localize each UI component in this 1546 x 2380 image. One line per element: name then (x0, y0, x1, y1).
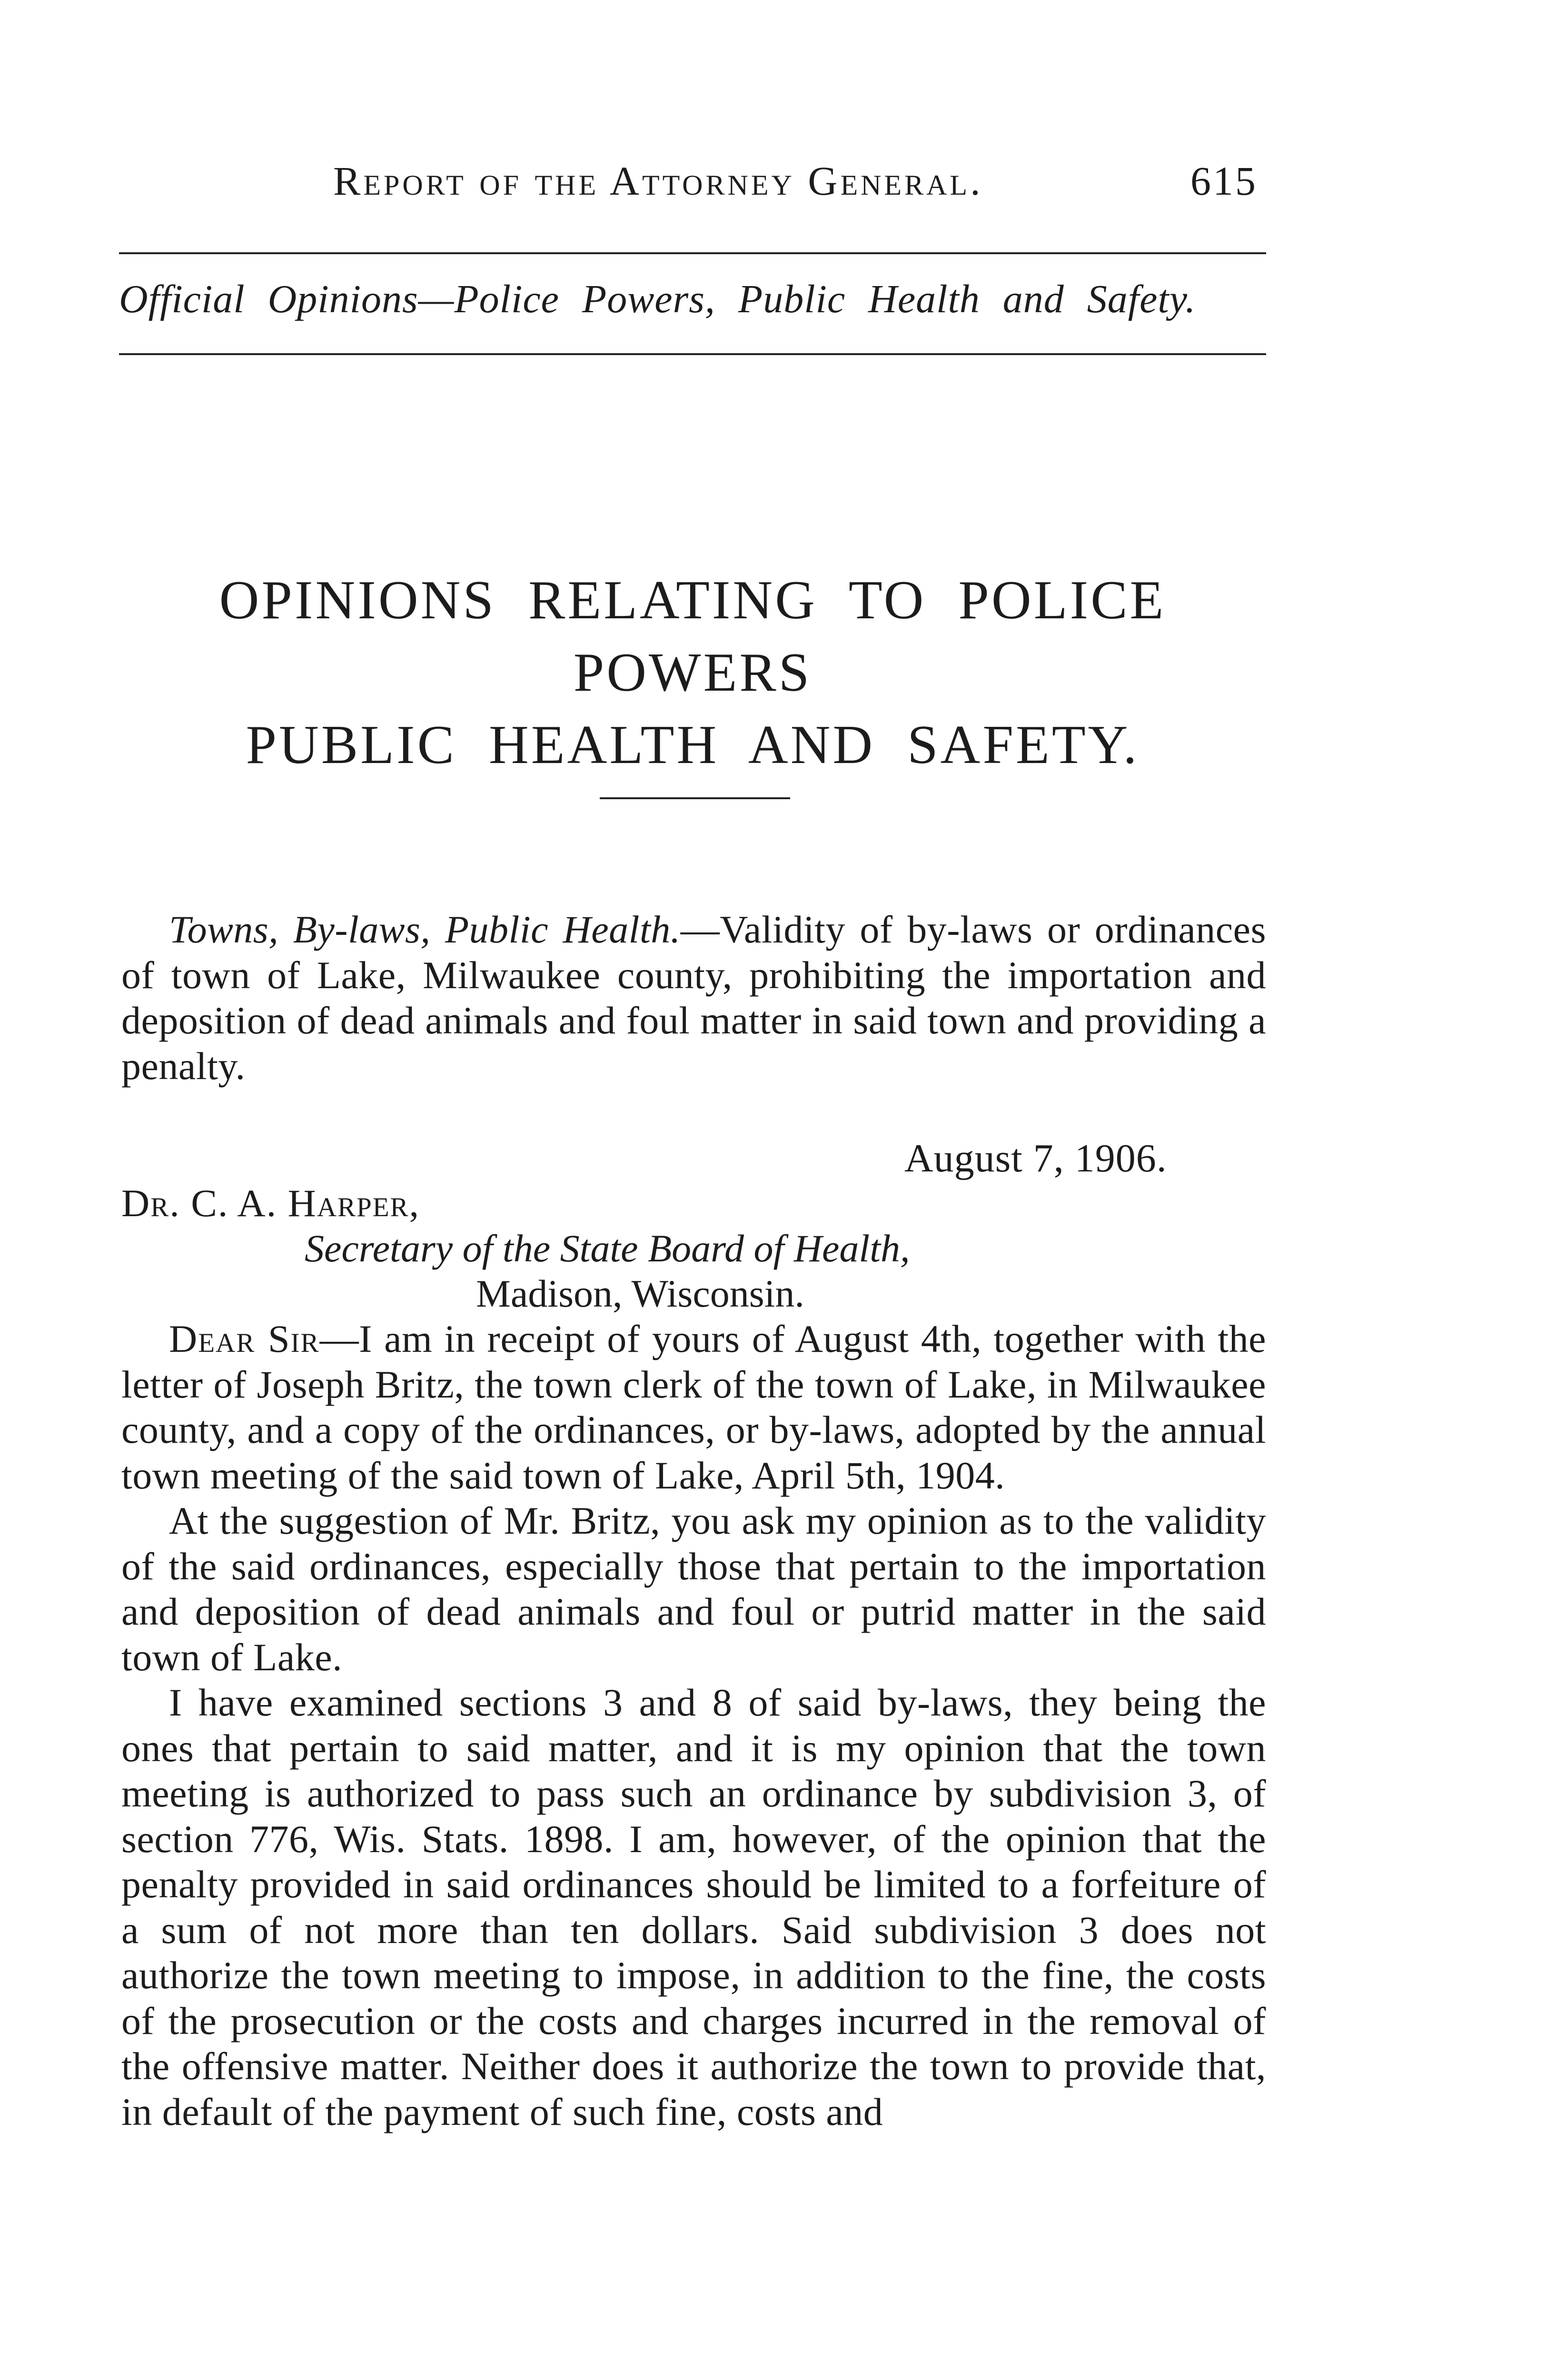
letter-paragraph-1-text: —I am in receipt of yours of August 4th, together with the letter of Joseph Britz, the town clerk of the town of Lake, in Milwaukee county, and a copy of the ordinances, or by-laws, adopted by the annual town meeting of the said town of Lake, April 5th, 1904. (121, 1317, 1267, 1497)
addressee-location: Madison, Wisconsin. (476, 1272, 804, 1315)
salutation: Dear Sir (169, 1317, 320, 1360)
title-divider (600, 797, 790, 799)
headnote (121, 907, 1266, 1089)
main-title-line-1: OPINIONS RELATING TO POLICE POWERS (219, 570, 1166, 703)
letter-paragraph-1 (121, 1316, 1266, 1498)
letter-paragraph-2: At the suggestion of Mr. Britz, you ask my opinion as to the validity of the said ordinances, especially those that pertain to the importation and deposition of dead animals and foul or putrid matter in the said town of Lake. (121, 1499, 1266, 1679)
headnote-text: —Validity of by-laws or ordinances of town of Lake, Milwaukee county, prohibiting the importation and deposition of dead animals and foul matter in said town and providing a penalty. (121, 908, 1266, 1088)
header-rule-top (119, 252, 1266, 254)
addressee-title: Secretary of the State Board of Health, (305, 1227, 910, 1270)
addressee-block (121, 1180, 910, 1316)
addressee-name: Dr. C. A. Harper, (121, 1181, 420, 1225)
headnote-paragraph (121, 907, 1266, 1089)
page-number: 615 (1190, 158, 1258, 204)
running-title: Report of the Attorney General. (333, 158, 983, 204)
running-head (119, 157, 1266, 214)
section-heading: Official Opinions—Police Powers, Public Health and Safety. (119, 277, 1196, 321)
headnote-topic: Towns, By-laws, Public Health. (169, 908, 681, 951)
letter-date: August 7, 1906. (904, 1136, 1167, 1180)
letter-paragraph-3: I have examined sections 3 and 8 of said by-laws, they being the ones that pertain to said matter, and it is my opinion that the town meeting is authorized to pass such an ordinance by subdivision 3, of section 776, Wis. Stats. 1898. I am, however, of the opinion that the penalty provided in said ordinances should be limited to a forfeiture of a sum of not more than ten dollars. Said subdivision 3 does not authorize the town meeting to impose, in addition to the fine, the costs of the prosecution or the costs and charges incurred in the removal of the offensive matter. Neither does it authorize the town to provide that, in default of the payment of such fine, costs and (121, 1681, 1266, 2133)
main-title-line-2: PUBLIC HEALTH AND SAFETY. (246, 714, 1140, 775)
header-rule-bottom (119, 353, 1266, 355)
letter-body (121, 1316, 1266, 2134)
main-title (119, 564, 1266, 781)
